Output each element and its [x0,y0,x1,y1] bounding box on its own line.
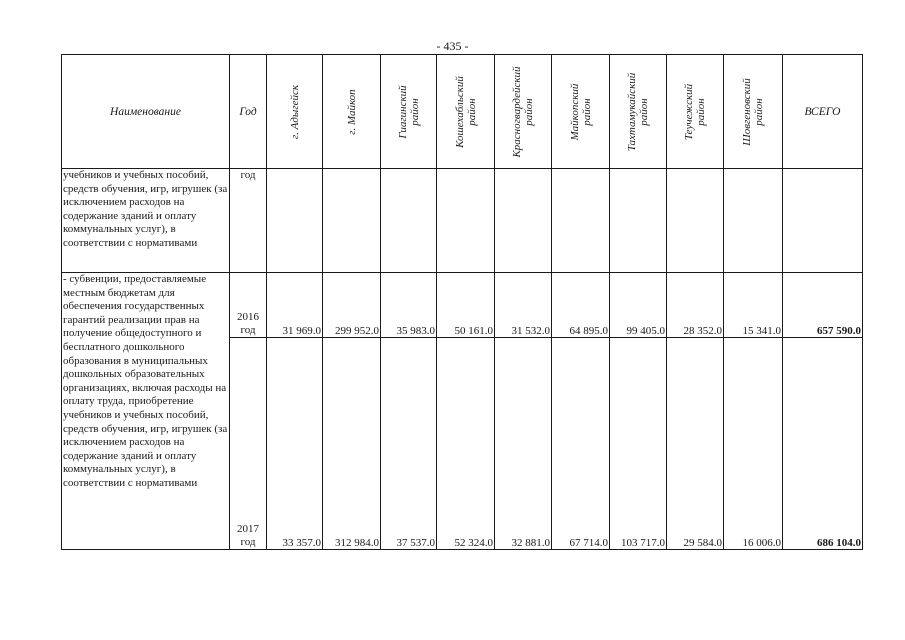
header-maykop: г. Майкоп [323,55,381,169]
header-name: Наименование [62,55,230,169]
value-2016-teuchezhsky: 28 352.0 [667,273,724,338]
value-2016-krasnogvardeysky: 31 532.0 [495,273,552,338]
row-year-2017: 2017 год [230,338,267,550]
value-2016-adygeysk: 31 969.0 [267,273,323,338]
table-row [62,273,863,338]
row-year-continued: год [230,169,267,273]
header-giaginsky: Гиагинский район [381,55,437,169]
page-number: - 435 - [436,39,469,53]
value-2016-koshekhablsky: 50 161.0 [437,273,495,338]
value-2017-takhtamukaysky: 103 717.0 [610,338,667,550]
value-2017-maykop: 312 984.0 [323,338,381,550]
budget-table [61,54,863,550]
value-2017-krasnogvardeysky: 32 881.0 [495,338,552,550]
row-name-subvention: - субвенции, предоставляемые местным бюджетам для обеспечения государственных гарантий реализации прав на получение общедоступного и бесплатного дошкольного образования в муниципальных дошкольных образовательных организациях, включая расходы на оплату труда, приобретение учебников и учебных пособий, средств обучения, игр, игрушек (за исключением расходов на содержание зданий и оплату коммунальных услуг), в соответствии с нормативами [62,273,230,550]
value-2017-giaginsky: 37 537.0 [381,338,437,550]
header-shovgenovsky: Шовгеновский район [724,55,783,169]
value-2016-total: 657 590.0 [783,273,863,338]
value-2016-takhtamukaysky: 99 405.0 [610,273,667,338]
value-2016-maykopsky: 64 895.0 [552,273,610,338]
value-2017-adygeysk: 33 357.0 [267,338,323,550]
table-row [62,169,863,273]
value-2017-teuchezhsky: 29 584.0 [667,338,724,550]
header-koshekhablsky: Кошехабльский район [437,55,495,169]
value-2016-maykop: 299 952.0 [323,273,381,338]
header-takhtamukaysky: Тахтамукайский район [610,55,667,169]
header-krasnogvardeysky: Красногвардейский район [495,55,552,169]
value-2017-total: 686 104.0 [783,338,863,550]
value-2017-koshekhablsky: 52 324.0 [437,338,495,550]
row-name-continued: учебников и учебных пособий, средств обучения, игр, игрушек (за исключением расходов на содержание зданий и оплату коммунальных услуг), в соответствии с нормативами [62,169,230,273]
header-maykopsky: Майкопский район [552,55,610,169]
row-year-2016: 2016 год [230,273,267,338]
value-2017-shovgenovsky: 16 006.0 [724,338,783,550]
header-teuchezhsky: Теучежский район [667,55,724,169]
value-2016-giaginsky: 35 983.0 [381,273,437,338]
value-2016-shovgenovsky: 15 341.0 [724,273,783,338]
header-total: ВСЕГО [783,55,863,169]
header-year: Год [230,55,267,169]
header-adygeysk: г. Адыгейск [267,55,323,169]
value-2017-maykopsky: 67 714.0 [552,338,610,550]
header-row [62,55,863,169]
